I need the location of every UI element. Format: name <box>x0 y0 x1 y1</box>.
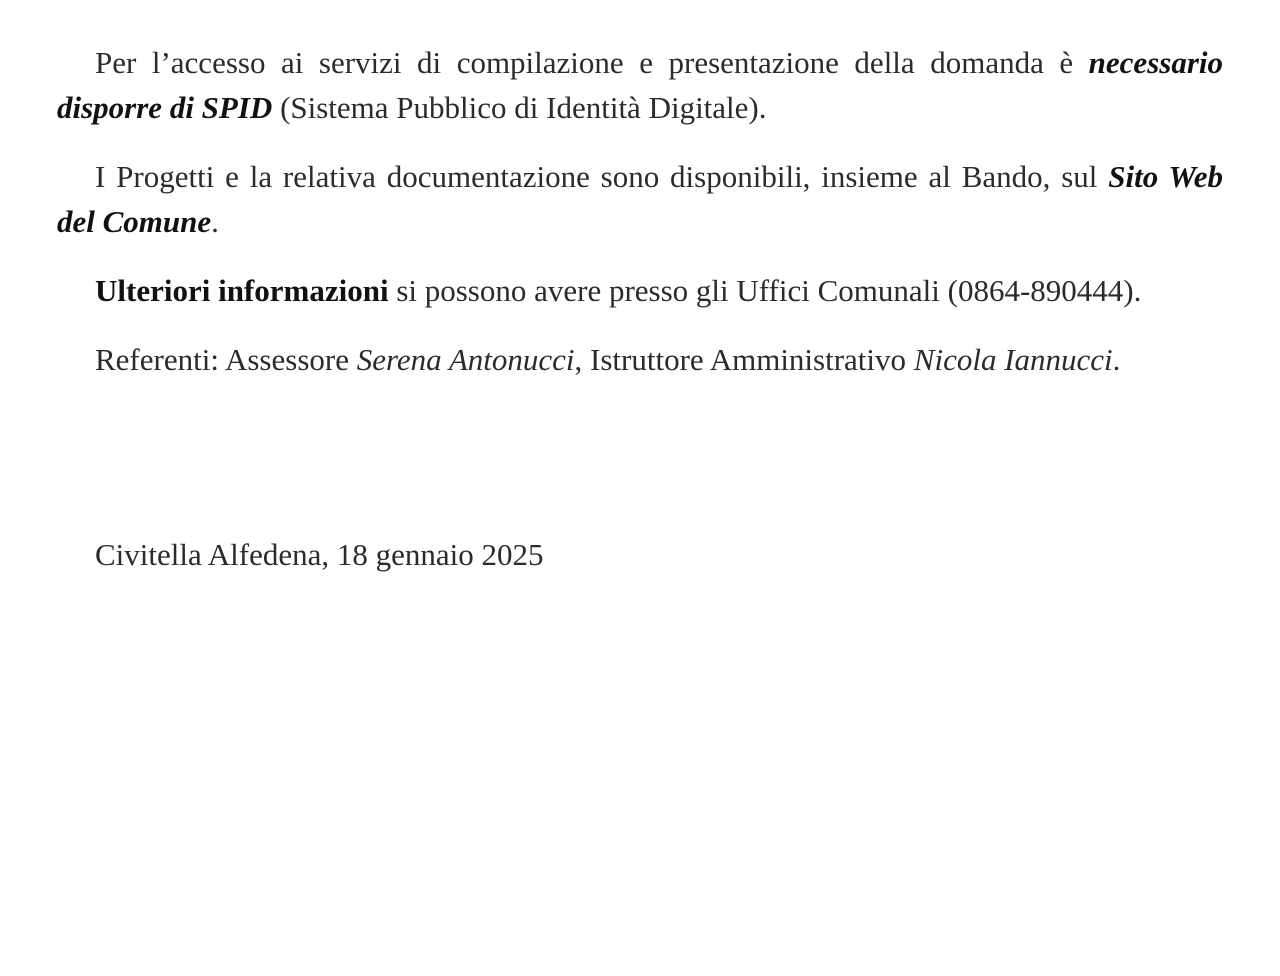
emphasis-further-info: Ulteriori informazioni <box>95 273 389 308</box>
paragraph-text: , Istruttore Amministrativo <box>574 342 914 377</box>
paragraph-contacts <box>57 337 1223 382</box>
paragraph-text: (Sistema Pubblico di Identità Digitale). <box>272 90 767 125</box>
paragraph-spid <box>57 40 1223 130</box>
paragraph-text: . <box>1112 342 1121 377</box>
paragraph-text: I Progetti e la relativa documentazione sono disponibili, insieme al Bando, sul <box>95 159 1109 194</box>
paragraph-text: . <box>211 204 219 239</box>
paragraph-projects <box>57 154 1223 244</box>
contact-name-istruttore: Nicola Iannucci <box>913 342 1113 377</box>
document-body <box>57 40 1223 382</box>
contact-name-assessore: Serena Antonucci <box>356 342 575 377</box>
paragraph-text: Per l’accesso ai servizi di compilazione e presentazione della domanda è <box>95 45 1089 80</box>
emphasis-website: Sito Web del Comune <box>57 159 1223 239</box>
paragraph-text: si possono avere presso gli Uffici Comunali (0864-890444). <box>388 273 1142 308</box>
place-date: Civitella Alfedena, 18 gennaio 2025 <box>95 537 544 572</box>
paragraph-info <box>57 268 1223 313</box>
paragraph-text: Referenti: Assessore <box>95 342 357 377</box>
emphasis-spid-required: necessario disporre di SPID <box>57 45 1223 125</box>
